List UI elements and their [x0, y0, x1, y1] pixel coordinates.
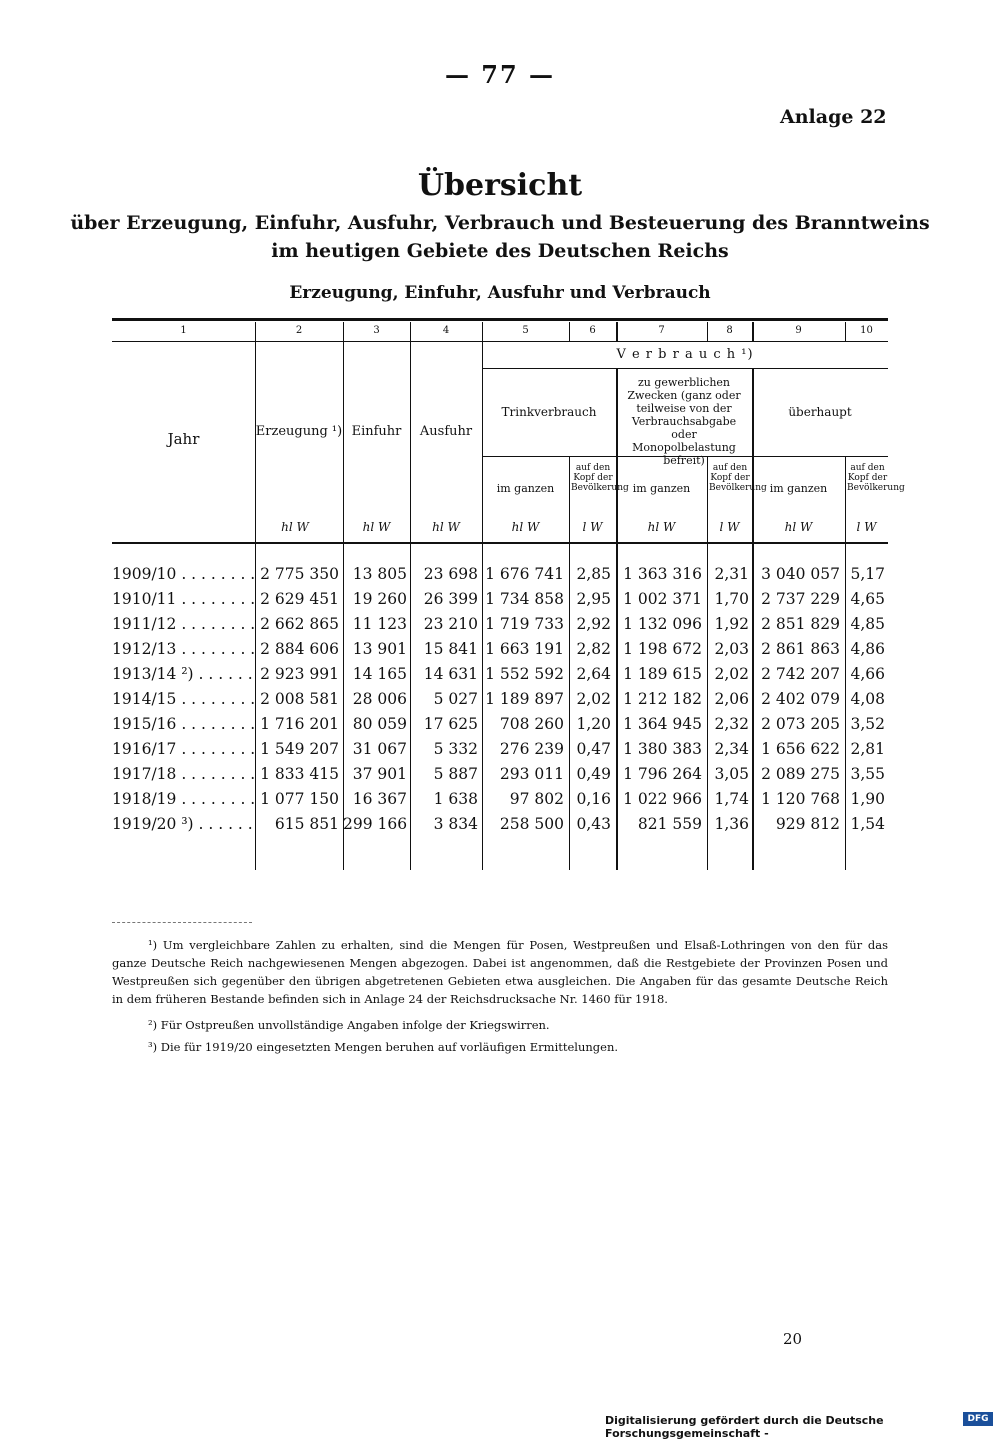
cell-gew-ganz: 1 189 615 — [623, 665, 702, 683]
cell-trink-ganz: 1 189 897 — [485, 690, 564, 708]
cell-einfuhr: 28 006 — [352, 690, 407, 708]
cell-erzeugung: 2 923 991 — [260, 665, 339, 683]
page-footer-number: 20 — [783, 1330, 803, 1348]
cell-einfuhr: 299 166 — [343, 815, 408, 833]
cell-ueb-ganz: 2 851 829 — [761, 615, 840, 633]
row-year: 1914/15 . . . . . . . . — [112, 690, 256, 708]
cell-gew-kopf: 2,02 — [714, 665, 749, 683]
header-trinkverbrauch: Trinkverbrauch — [501, 405, 597, 419]
unit-label: hl W — [647, 520, 676, 534]
cell-trink-kopf: 0,43 — [576, 815, 611, 833]
header-bottom-rule — [112, 542, 888, 544]
cell-gew-ganz: 1 380 383 — [623, 740, 702, 758]
cell-einfuhr: 80 059 — [352, 715, 407, 733]
verbrauch-rule — [482, 368, 888, 369]
cell-gew-ganz: 1 363 316 — [623, 565, 702, 583]
cell-gew-ganz: 1 364 945 — [623, 715, 702, 733]
unit-label: hl W — [362, 520, 391, 534]
cell-trink-kopf: 0,49 — [576, 765, 611, 783]
cell-einfuhr: 31 067 — [352, 740, 407, 758]
cell-ueb-kopf: 4,85 — [850, 615, 885, 633]
cell-ausfuhr: 1 638 — [433, 790, 478, 808]
cell-gew-kopf: 2,34 — [714, 740, 749, 758]
unit-label: hl W — [281, 520, 309, 534]
cell-einfuhr: 19 260 — [352, 590, 407, 608]
row-year: 1918/19 . . . . . . . . — [112, 790, 256, 808]
row-year: 1917/18 . . . . . . . . — [112, 765, 256, 783]
cell-gew-kopf: 2,03 — [714, 640, 749, 658]
cell-ausfuhr: 23 698 — [423, 565, 478, 583]
cell-erzeugung: 1 549 207 — [260, 740, 339, 758]
cell-ueb-kopf: 3,55 — [850, 765, 885, 783]
unit-label: l W — [582, 520, 603, 534]
cell-ueb-ganz: 3 040 057 — [761, 565, 840, 583]
cell-ausfuhr: 14 631 — [423, 665, 478, 683]
cell-ausfuhr: 15 841 — [423, 640, 478, 658]
cell-einfuhr: 14 165 — [352, 665, 407, 683]
cell-ueb-kopf: 2,81 — [850, 740, 885, 758]
cell-ausfuhr: 5 332 — [433, 740, 478, 758]
document-title: Übersicht — [417, 168, 583, 203]
unit-label: hl W — [511, 520, 540, 534]
column-number: 5 — [522, 325, 529, 336]
cell-ueb-kopf: 4,08 — [850, 690, 885, 708]
cell-erzeugung: 2 884 606 — [260, 640, 339, 658]
header-jahr: Jahr — [167, 430, 200, 448]
cell-gew-kopf: 2,31 — [714, 565, 749, 583]
cell-trink-kopf: 0,16 — [576, 790, 611, 808]
row-year: 1912/13 . . . . . . . . — [112, 640, 256, 658]
unit-label: l W — [719, 520, 740, 534]
table-top-rule — [112, 318, 888, 321]
cell-trink-ganz: 1 676 741 — [485, 565, 564, 583]
cell-trink-kopf: 1,20 — [576, 715, 611, 733]
cell-ausfuhr: 26 399 — [423, 590, 478, 608]
row-year: 1910/11 . . . . . . . . — [112, 590, 256, 608]
cell-trink-ganz: 258 500 — [499, 815, 564, 833]
cell-trink-ganz: 1 552 592 — [485, 665, 564, 683]
cell-ueb-kopf: 3,52 — [850, 715, 885, 733]
cell-ueb-ganz: 2 402 079 — [761, 690, 840, 708]
cell-trink-kopf: 0,47 — [576, 740, 611, 758]
header-ueberhaupt: überhaupt — [788, 405, 852, 419]
cell-gew-ganz: 1 022 966 — [623, 790, 702, 808]
header-einfuhr: Einfuhr — [351, 424, 402, 439]
cell-ausfuhr: 23 210 — [423, 615, 478, 633]
cell-ueb-kopf: 1,54 — [850, 815, 885, 833]
cell-ueb-ganz: 2 742 207 — [761, 665, 840, 683]
column-number: 3 — [373, 325, 380, 336]
cell-ueb-kopf: 4,66 — [850, 665, 885, 683]
header-auf-den-kopf: auf den Kopf der Bevölkerung — [571, 463, 629, 493]
cell-erzeugung: 1 833 415 — [260, 765, 339, 783]
cell-trink-ganz: 276 239 — [499, 740, 564, 758]
cell-ueb-kopf: 1,90 — [850, 790, 885, 808]
cell-trink-ganz: 293 011 — [499, 765, 564, 783]
row-year: 1911/12 . . . . . . . . — [112, 615, 256, 633]
cell-gew-kopf: 1,92 — [714, 615, 749, 633]
cell-ueb-kopf: 5,17 — [850, 565, 885, 583]
header-ausfuhr: Ausfuhr — [419, 424, 473, 439]
cell-ueb-ganz: 2 861 863 — [761, 640, 840, 658]
cell-gew-ganz: 821 559 — [637, 815, 702, 833]
cell-erzeugung: 1 077 150 — [260, 790, 339, 808]
cell-gew-ganz: 1 132 096 — [623, 615, 702, 633]
cell-ausfuhr: 17 625 — [423, 715, 478, 733]
cell-trink-kopf: 2,85 — [576, 565, 611, 583]
header-im-ganzen: im ganzen — [632, 482, 691, 495]
cell-gew-kopf: 1,74 — [714, 790, 749, 808]
column-number: 2 — [295, 325, 303, 336]
unit-label: hl W — [432, 520, 460, 534]
dfg-logo: DFG — [963, 1412, 993, 1426]
footnote-3: ³) Die für 1919/20 eingesetzten Mengen beruhen auf vorläufigen Ermittelungen. — [148, 1040, 619, 1054]
cell-trink-kopf: 2,82 — [576, 640, 611, 658]
cell-einfuhr: 13 805 — [352, 565, 407, 583]
document-subtitle-line1: über Erzeugung, Einfuhr, Ausfuhr, Verbrauch und Besteuerung des Branntweins — [70, 212, 930, 234]
column-number: 8 — [726, 325, 733, 336]
row-year: 1919/20 ³) . . . . . . — [112, 815, 253, 833]
footnote-1: ¹) Um vergleichbare Zahlen zu erhalten, sind die Mengen für Posen, Westpreußen und Elsaß-Lothringen von den für das ganze Deutsche Reich nachgewiesenen Mengen abgezogen. Dabei ist angenommen, daß die Restgebiete der Provinzen Posen und Westpreußen sich gegenüber den übrigen abgetretenen Gebieten etwa ausgleichen. Die Angaben für das gesamte Deutsche Reich in dem früheren Bestande befinden sich in Anlage 24 der Reichsdrucksache Nr. 1460 für 1918. — [112, 938, 888, 1006]
cell-trink-kopf: 2,02 — [576, 690, 611, 708]
cell-ueb-kopf: 4,65 — [850, 590, 885, 608]
footnote-2: ²) Für Ostpreußen unvollständige Angaben infolge der Kriegswirren. — [148, 1018, 550, 1032]
cell-erzeugung: 2 775 350 — [260, 565, 339, 583]
column-number: 6 — [589, 325, 596, 336]
column-number: 1 — [180, 325, 187, 336]
annex-label: Anlage 22 — [780, 106, 887, 128]
header-auf-den-kopf: auf den Kopf der Bevölkerung — [847, 463, 905, 493]
column-number: 4 — [442, 325, 450, 336]
cell-einfuhr: 16 367 — [352, 790, 407, 808]
cell-gew-ganz: 1 212 182 — [623, 690, 702, 708]
document-subtitle-line2: im heutigen Gebiete des Deutschen Reichs — [271, 240, 729, 262]
cell-gew-kopf: 2,06 — [714, 690, 749, 708]
cell-ueb-ganz: 1 656 622 — [761, 740, 840, 758]
cell-ueb-ganz: 2 073 205 — [761, 715, 840, 733]
cell-erzeugung: 2 629 451 — [260, 590, 339, 608]
cell-trink-ganz: 1 719 733 — [485, 615, 564, 633]
cell-ausfuhr: 5 027 — [433, 690, 478, 708]
cell-gew-ganz: 1 198 672 — [623, 640, 702, 658]
unit-label: l W — [856, 520, 877, 534]
cell-gew-kopf: 3,05 — [714, 765, 749, 783]
cell-ueb-ganz: 1 120 768 — [761, 790, 840, 808]
cell-einfuhr: 11 123 — [352, 615, 407, 633]
section-title: Erzeugung, Einfuhr, Ausfuhr und Verbrauch — [289, 283, 711, 303]
row-year: 1913/14 ²) . . . . . . — [112, 665, 253, 683]
cell-einfuhr: 13 901 — [352, 640, 407, 658]
cell-ueb-ganz: 929 812 — [775, 815, 840, 833]
footnote-rule — [112, 922, 252, 923]
cell-trink-ganz: 1 734 858 — [485, 590, 564, 608]
cell-ausfuhr: 3 834 — [433, 815, 478, 833]
cell-trink-kopf: 2,64 — [576, 665, 611, 683]
header-im-ganzen: im ganzen — [769, 482, 828, 495]
digitization-credit: Digitalisierung gefördert durch die Deutsche Forschungsgemeinschaft - — [605, 1414, 884, 1440]
cell-gew-kopf: 2,32 — [714, 715, 749, 733]
row-year: 1909/10 . . . . . . . . — [112, 565, 256, 583]
column-number: 7 — [658, 325, 665, 336]
header-verbrauch: V e r b r a u c h ¹) — [616, 347, 754, 362]
cell-erzeugung: 2 662 865 — [260, 615, 339, 633]
cell-trink-kopf: 2,95 — [576, 590, 611, 608]
cell-trink-ganz: 97 802 — [509, 790, 564, 808]
cell-erzeugung: 2 008 581 — [260, 690, 339, 708]
column-number: 10 — [860, 325, 873, 336]
table-colnum-rule — [112, 341, 888, 342]
cell-ueb-kopf: 4,86 — [850, 640, 885, 658]
cell-ueb-ganz: 2 089 275 — [761, 765, 840, 783]
header-erzeugung: Erzeugung ¹) — [255, 424, 343, 439]
cell-erzeugung: 1 716 201 — [260, 715, 339, 733]
cell-gew-kopf: 1,70 — [714, 590, 749, 608]
row-year: 1916/17 . . . . . . . . — [112, 740, 256, 758]
header-auf-den-kopf: auf den Kopf der Bevölkerung — [709, 463, 767, 493]
header-gewerblich: zu gewerblichen Zwecken (ganz oder teilweise von der Verbrauchsabgabe oder Monopolbelastung befreit) — [627, 376, 741, 467]
page-number: — 77 — — [444, 60, 556, 89]
cell-trink-kopf: 2,92 — [576, 615, 611, 633]
row-year: 1915/16 . . . . . . . . — [112, 715, 256, 733]
cell-ueb-ganz: 2 737 229 — [761, 590, 840, 608]
cell-erzeugung: 615 851 — [274, 815, 339, 833]
header-im-ganzen: im ganzen — [496, 482, 555, 495]
cell-trink-ganz: 708 260 — [499, 715, 564, 733]
column-number: 9 — [795, 325, 802, 336]
cell-einfuhr: 37 901 — [352, 765, 407, 783]
unit-label: hl W — [784, 520, 813, 534]
cell-trink-ganz: 1 663 191 — [485, 640, 564, 658]
cell-gew-ganz: 1 796 264 — [623, 765, 702, 783]
cell-gew-kopf: 1,36 — [714, 815, 749, 833]
cell-ausfuhr: 5 887 — [433, 765, 478, 783]
cell-gew-ganz: 1 002 371 — [623, 590, 702, 608]
